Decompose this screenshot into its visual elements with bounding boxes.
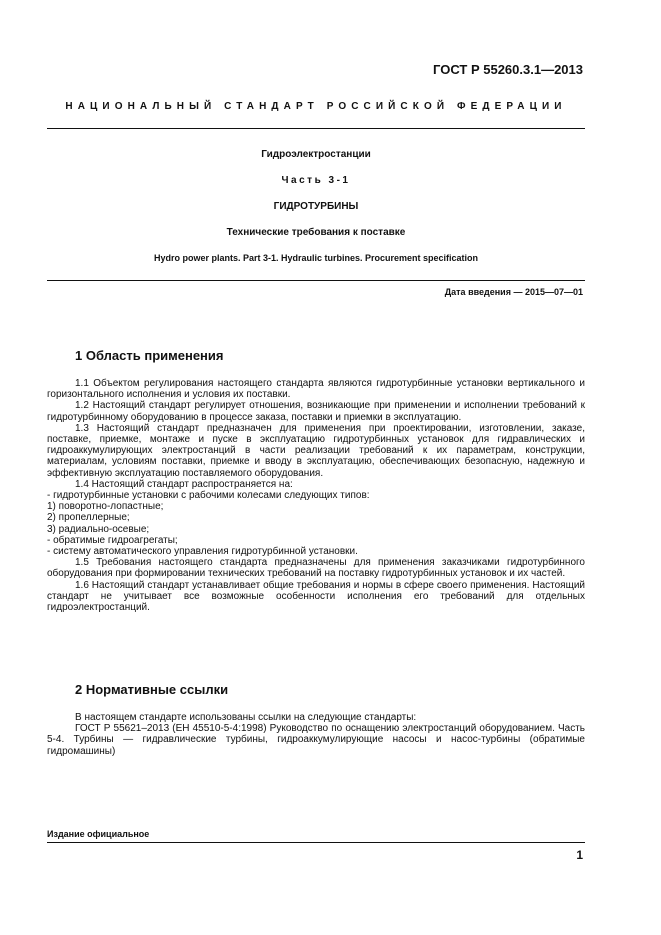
section-2-heading: 2 Нормативные ссылки [75, 682, 229, 697]
header-divider [47, 128, 585, 129]
subject-title: Гидроэлектростанции [261, 149, 371, 160]
paragraph-2-intro: В настоящем стандарте использованы ссылки на следующие стандарты: [75, 712, 417, 723]
official-edition-label: Издание официальное [47, 829, 150, 839]
list-item: 1) поворотно-лопастные; [47, 501, 164, 513]
paragraph-1-3: 1.3 Настоящий стандарт предназначен для применения при проектировании, изготовлении, заказе, поставке, приемке, монтаже и пуске в эксплуатацию гидротурбинных установок для гидравлических и гидроаккумулирующих электростанций в части реализации требований к их параметрам, конструкции, материалам, условиям поставки, приемке и вводу в эксплуатацию, обеспечивающих безопасную, надежную и эффективную эксплуатацию поставляемого оборудования. [47, 422, 585, 479]
national-standard-caption: НАЦИОНАЛЬНЫЙ СТАНДАРТ РОССИЙСКОЙ ФЕДЕРАЦИИ [65, 101, 567, 112]
list-item: 2) пропеллерные; [47, 512, 130, 524]
title-block-divider [47, 280, 585, 281]
paragraph-1-6: 1.6 Настоящий стандарт устанавливает общие требования и нормы в сфере своего применения. Настоящий стандарт не учитывает все возможные особенности исполнения его требований для отдельных гидроэлектростанций. [47, 579, 585, 614]
intro-date: Дата введения — 2015—07—01 [444, 287, 583, 297]
list-item: - обратимые гидроагрегаты; [47, 534, 178, 546]
paragraph-1-1: 1.1 Объектом регулирования настоящего стандарта являются гидротурбинные установки вертикального и горизонтального исполнения и условия их поставки. [47, 378, 585, 401]
subtitle: Технические требования к поставке [226, 227, 406, 238]
list-item: 3) радиально-осевые; [47, 523, 150, 535]
footer-divider [47, 842, 585, 843]
paragraph-1-4: 1.4 Настоящий стандарт распространяется на: [75, 478, 293, 490]
english-title: Hydro power plants. Part 3-1. Hydraulic turbines. Procurement specification [153, 253, 479, 263]
list-item: - систему автоматического управления гидротурбинной установки. [47, 546, 358, 558]
main-title: ГИДРОТУРБИНЫ [273, 201, 359, 212]
list-item: - гидротурбинные установки с рабочими колесами следующих типов: [47, 490, 370, 502]
reference-gost-r-55621: ГОСТ Р 55621–2013 (ЕН 45510-5-4:1998) Руководство по оснащению электростанций оборудованием. Часть 5-4. Турбины — гидравлические турбины, гидроаккумулирующие насосы и насос-турбины (обратимые гидромашины) [47, 723, 585, 757]
section-1-body [47, 378, 585, 613]
standard-number: ГОСТ Р 55260.3.1—2013 [433, 62, 583, 77]
section-1-heading: 1 Область применения [75, 348, 224, 363]
section-2-body [47, 712, 585, 757]
part-title: Часть 3-1 [281, 175, 351, 186]
paragraph-1-2: 1.2 Настоящий стандарт регулирует отношения, возникающие при применении и исполнении требований к гидротурбинному оборудованию в процессе заказа, поставки и приемки в эксплуатацию. [47, 400, 585, 423]
paragraph-1-5: 1.5 Требования настоящего стандарта предназначены для применения заказчиками гидротурбинного оборудования при формировании технических требований на поставку гидротурбинных установок и их частей. [47, 557, 585, 580]
page-number: 1 [576, 848, 583, 862]
